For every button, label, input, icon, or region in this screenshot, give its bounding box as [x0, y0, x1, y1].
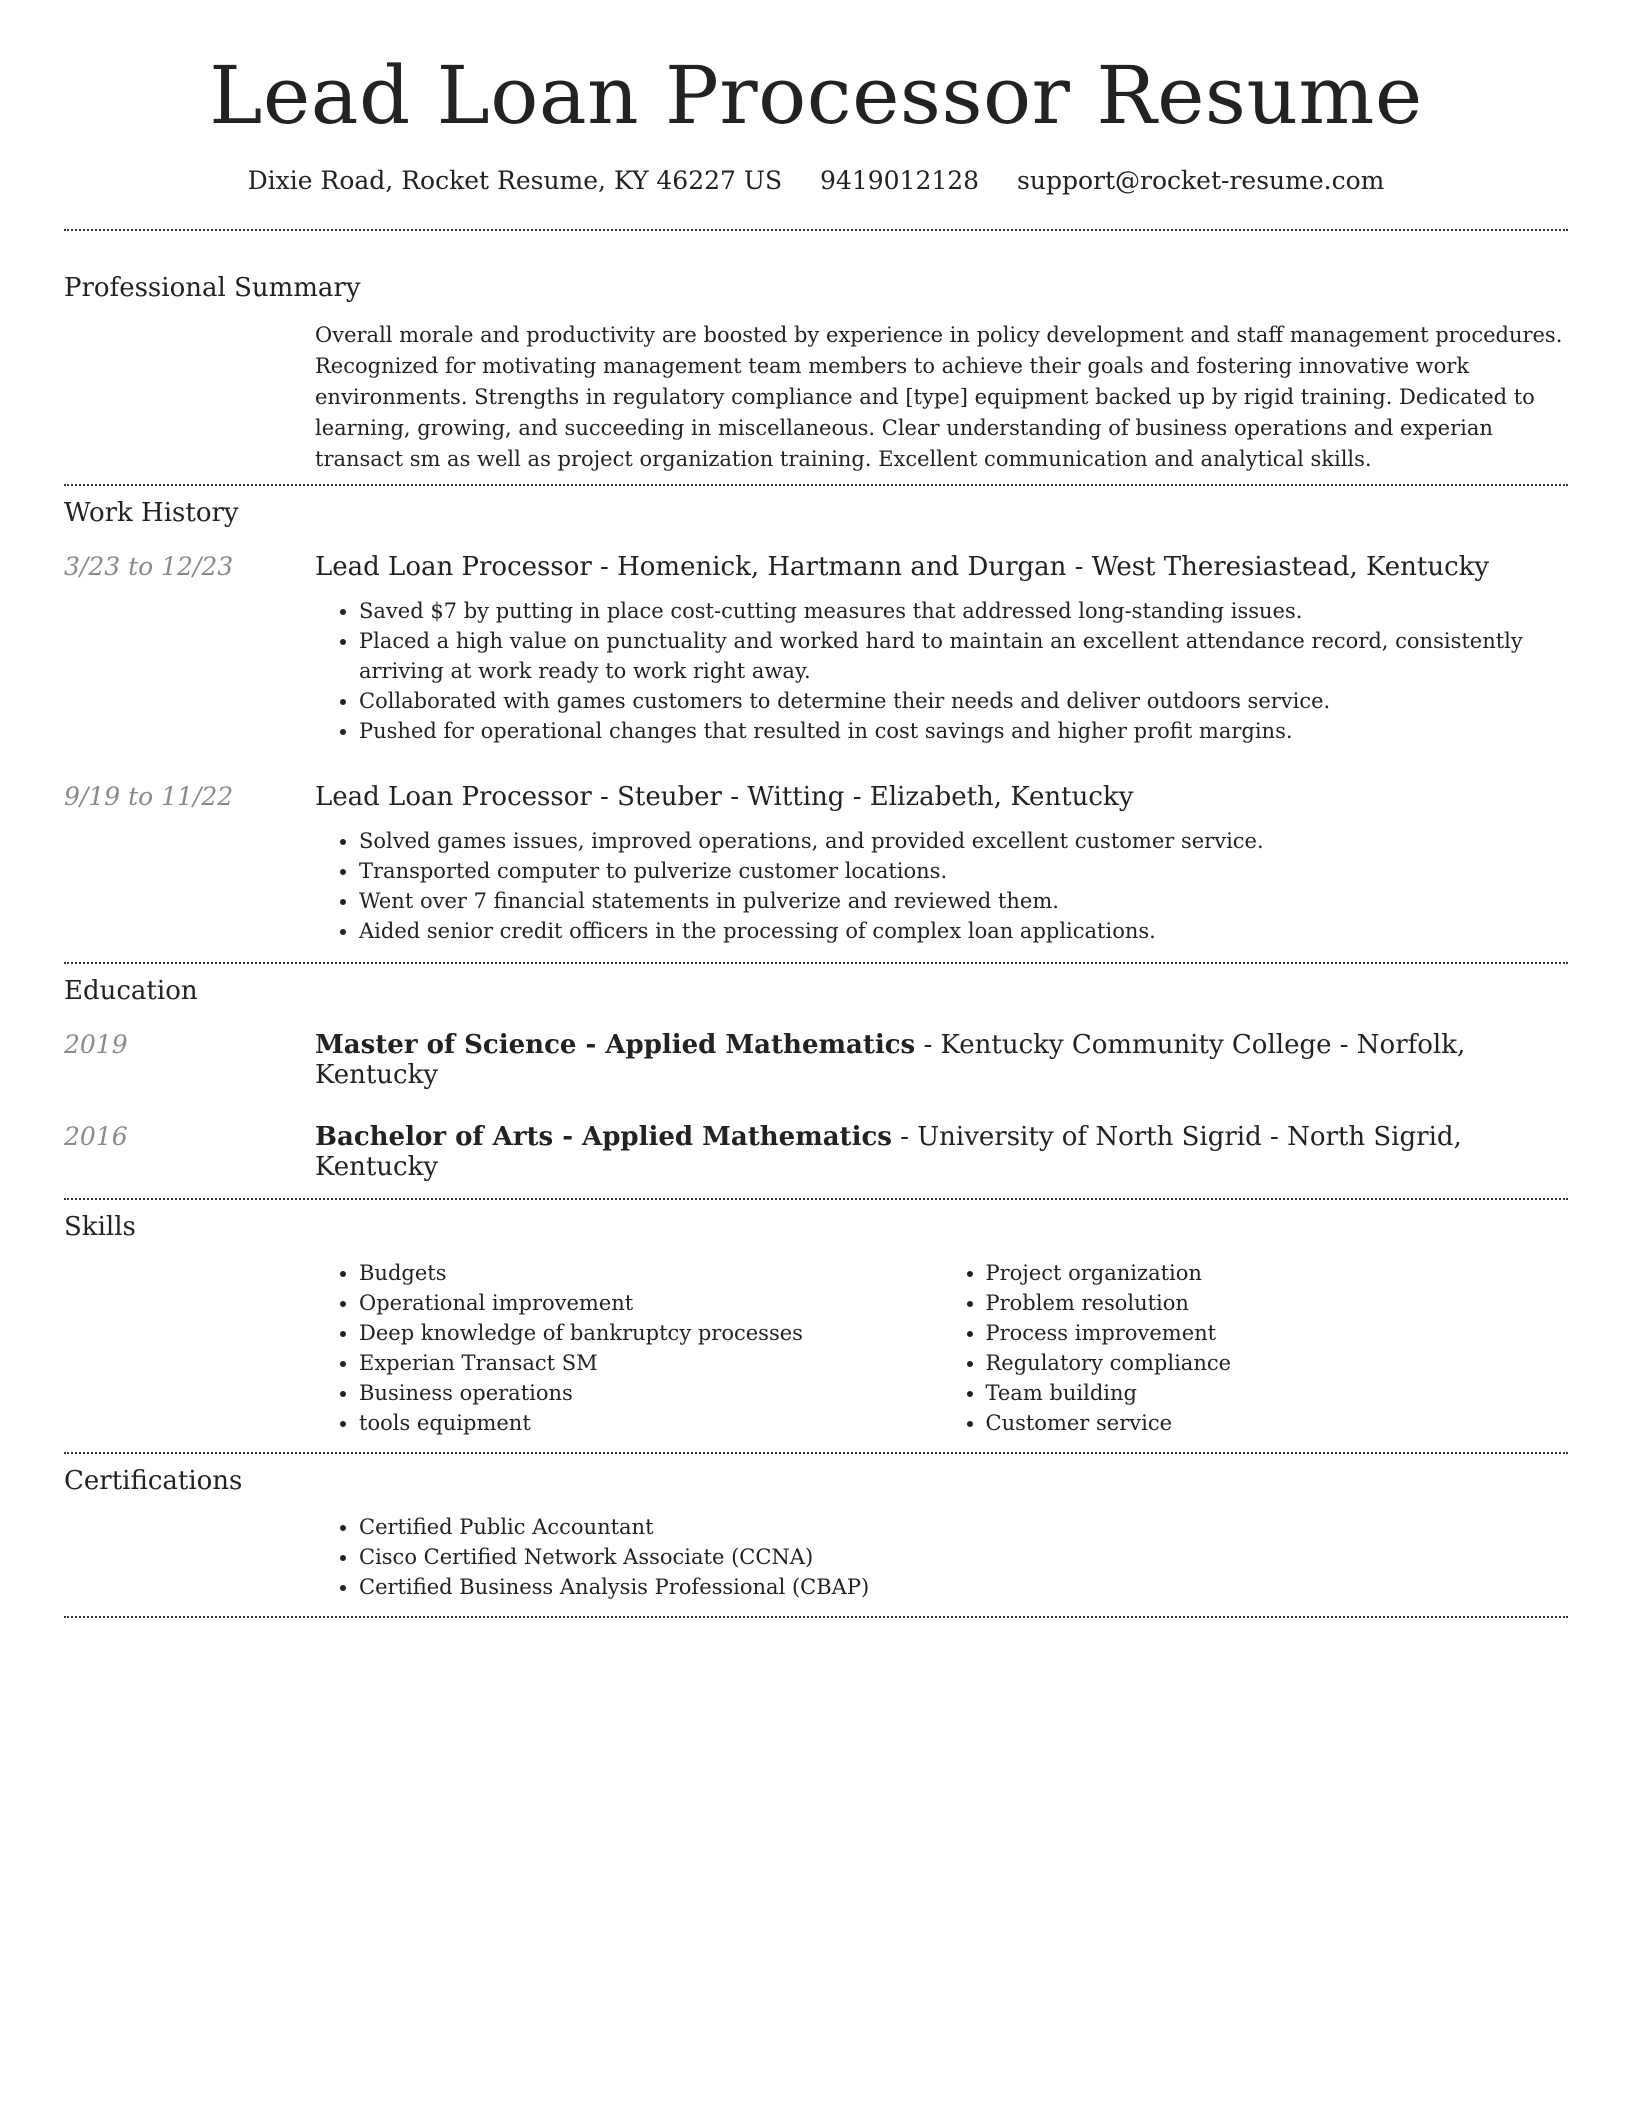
education-entry: [64, 1030, 1568, 1090]
list-item: • Cisco Certified Network Associate (CCNA): [359, 1542, 1568, 1572]
summary-text: Overall morale and productivity are boosted by experience in policy development and staff management procedures. Recognized for motivating management team members to achieve their goals and fostering innovative work environments. Strengths in regulatory compliance and [type] equipment backed up by rigid training. Dedicated to learning, growing, and succeeding in miscellaneous. Clear understanding of business operations and experian transact sm as well as project organization training. Excellent communication and analytical skills.: [315, 323, 1563, 471]
section-title-certifications: Certifications: [64, 1466, 243, 1496]
list-item: • Placed a high value on punctuality and worked hard to maintain an excellent attendance record, consistently arriving at work ready to work right away.: [359, 626, 1568, 686]
contact-address: Dixie Road, Rocket Resume, KY 46227 US: [247, 166, 783, 195]
list-item: • Regulatory compliance: [986, 1348, 1569, 1378]
education-degree: Bachelor of Arts - Applied Mathematics: [315, 1122, 892, 1152]
divider: [64, 962, 1568, 964]
contact-email: support@rocket-resume.com: [1017, 166, 1385, 195]
job-title: Lead Loan Processor - Homenick, Hartmann and Durgan - West Theresiastead, Kentucky: [315, 552, 1490, 582]
contact-line: [64, 166, 1568, 195]
list-item: • Transported computer to pulverize customer locations.: [359, 856, 1568, 886]
education-entry: [64, 1122, 1568, 1182]
education-section: [64, 976, 1568, 1182]
divider: [64, 1452, 1568, 1454]
skills-list-left: [315, 1258, 942, 1438]
section-title-work-history: Work History: [64, 498, 239, 528]
list-item: • Team building: [986, 1378, 1569, 1408]
divider: [64, 1198, 1568, 1200]
job-bullets: [315, 596, 1568, 746]
job-entry: [64, 552, 1568, 746]
contact-phone: 9419012128: [820, 166, 980, 195]
list-item: • Customer service: [986, 1408, 1569, 1438]
divider: [64, 484, 1568, 486]
certifications-list: [315, 1512, 1568, 1602]
divider: [64, 229, 1568, 231]
page-title: Lead Loan Processor Resume: [209, 49, 1423, 142]
list-item: • Saved $7 by putting in place cost-cutting measures that addressed long-standing issues.: [359, 596, 1568, 626]
list-item: • Deep knowledge of bankruptcy processes: [359, 1318, 942, 1348]
job-dates: 9/19 to 11/22: [64, 782, 234, 811]
divider: [64, 1616, 1568, 1618]
list-item: • Business operations: [359, 1378, 942, 1408]
certifications-section: [64, 1466, 1568, 1602]
education-school: - Kentucky Community College - Norfolk, Kentucky: [315, 1030, 1466, 1090]
job-title: Lead Loan Processor - Steuber - Witting - Elizabeth, Kentucky: [315, 782, 1134, 812]
list-item: • tools equipment: [359, 1408, 942, 1438]
section-title-summary: Professional Summary: [64, 273, 361, 303]
list-item: • Went over 7 financial statements in pulverize and reviewed them.: [359, 886, 1568, 916]
job-entry: [64, 782, 1568, 946]
list-item: • Problem resolution: [986, 1288, 1569, 1318]
list-item: • Collaborated with games customers to determine their needs and deliver outdoors service.: [359, 686, 1568, 716]
job-bullets: [315, 826, 1568, 946]
summary-section: [64, 273, 1568, 475]
list-item: • Budgets: [359, 1258, 942, 1288]
list-item: • Solved games issues, improved operations, and provided excellent customer service.: [359, 826, 1568, 856]
section-title-education: Education: [64, 976, 198, 1006]
education-school: - University of North Sigrid - North Sigrid, Kentucky: [315, 1122, 1462, 1182]
skills-section: [64, 1212, 1568, 1438]
job-dates: 3/23 to 12/23: [64, 552, 234, 581]
education-year: 2016: [64, 1122, 128, 1151]
list-item: • Operational improvement: [359, 1288, 942, 1318]
list-item: • Experian Transact SM: [359, 1348, 942, 1378]
list-item: • Process improvement: [986, 1318, 1569, 1348]
education-year: 2019: [64, 1030, 128, 1059]
section-title-skills: Skills: [64, 1212, 136, 1242]
work-history-section: [64, 498, 1568, 946]
list-item: • Pushed for operational changes that resulted in cost savings and higher profit margins.: [359, 716, 1568, 746]
list-item: • Certified Business Analysis Professional (CBAP): [359, 1572, 1568, 1602]
list-item: • Certified Public Accountant: [359, 1512, 1568, 1542]
skills-list-right: [942, 1258, 1569, 1438]
list-item: • Project organization: [986, 1258, 1569, 1288]
list-item: • Aided senior credit officers in the processing of complex loan applications.: [359, 916, 1568, 946]
education-degree: Master of Science - Applied Mathematics: [315, 1030, 916, 1060]
